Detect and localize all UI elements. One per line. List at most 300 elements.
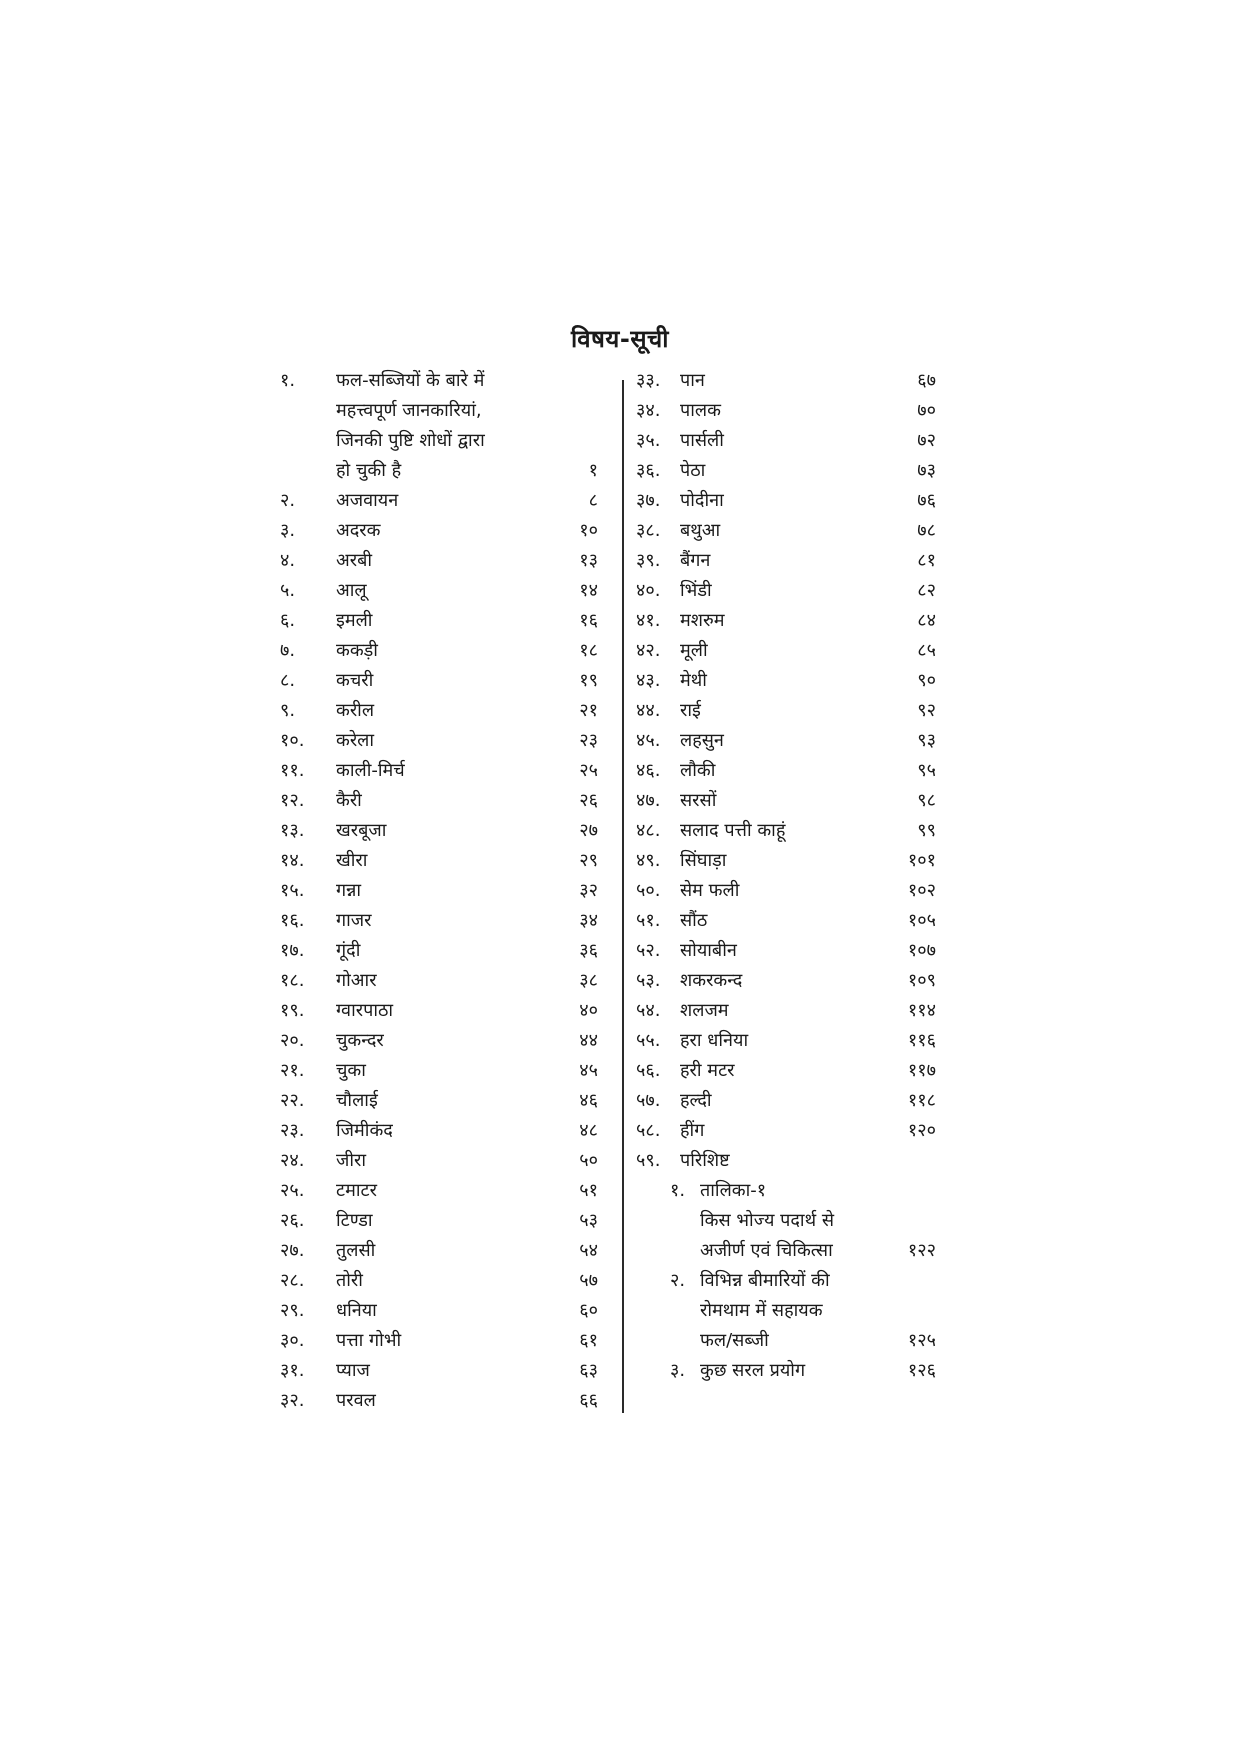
entry-title-line: टिण्डा xyxy=(336,1210,373,1231)
entry-page-number: ६३ xyxy=(579,1360,598,1381)
entry-number: ४३. xyxy=(636,670,661,691)
toc-entry xyxy=(636,906,936,936)
entry-title xyxy=(336,606,538,636)
toc-entry xyxy=(280,666,598,696)
entry-title xyxy=(336,696,538,726)
entry-title-line: बथुआ xyxy=(680,520,721,541)
appendix-entry xyxy=(636,1176,936,1266)
entry-number: ५९. xyxy=(636,1150,661,1171)
toc-entry xyxy=(280,636,598,666)
entry-page-number: १२५ xyxy=(907,1330,936,1351)
entry-title xyxy=(680,636,876,666)
entry-title xyxy=(336,1356,538,1386)
toc-entry xyxy=(636,936,936,966)
entry-title xyxy=(680,456,876,486)
entry-page-number: ११६ xyxy=(907,1030,936,1051)
entry-title xyxy=(336,906,538,936)
entry-title xyxy=(336,726,538,756)
entry-title xyxy=(336,546,538,576)
entry-title xyxy=(680,486,876,516)
entry-number: ४८. xyxy=(636,820,661,841)
entry-number: ३१. xyxy=(280,1360,305,1381)
entry-page-number: २५ xyxy=(579,760,598,781)
entry-number: ३४. xyxy=(636,400,661,421)
toc-entry xyxy=(280,966,598,996)
entry-title-line: पेठा xyxy=(680,460,706,481)
entry-number: ३२. xyxy=(280,1390,305,1411)
entry-title-line: टमाटर xyxy=(336,1180,377,1201)
entry-title-line: पोदीना xyxy=(680,490,724,511)
entry-title xyxy=(336,666,538,696)
entry-title-line: अरबी xyxy=(336,550,373,571)
toc-entry xyxy=(280,606,598,636)
entry-page-number: ९३ xyxy=(917,730,936,751)
entry-title xyxy=(680,696,876,726)
entry-title xyxy=(680,666,876,696)
entry-title xyxy=(336,1146,538,1176)
entry-page-number: ८५ xyxy=(917,640,936,661)
toc-entry xyxy=(636,396,936,426)
entry-title xyxy=(680,876,876,906)
entry-title-line: खरबूजा xyxy=(336,820,387,841)
entry-page-number: १२० xyxy=(907,1120,936,1141)
entry-page-number: ६० xyxy=(579,1300,598,1321)
entry-title xyxy=(336,576,538,606)
entry-page-number: ५१ xyxy=(579,1180,598,1201)
entry-title-line: चुकन्दर xyxy=(336,1030,384,1051)
entry-number: ३. xyxy=(280,520,296,541)
entry-title-line: तोरी xyxy=(336,1270,363,1291)
entry-number: ८. xyxy=(280,670,296,691)
entry-page-number: ५४ xyxy=(579,1240,598,1261)
entry-title xyxy=(336,786,538,816)
entry-title-line: शलजम xyxy=(680,1000,729,1021)
toc-entry xyxy=(280,936,598,966)
toc-entry xyxy=(280,516,598,546)
entry-title xyxy=(680,1116,876,1146)
toc-entry xyxy=(636,666,936,696)
entry-page-number: २३ xyxy=(579,730,598,751)
toc-entry xyxy=(636,756,936,786)
entry-page-number: १०७ xyxy=(907,940,936,961)
entry-title-line: मूली xyxy=(680,640,708,661)
entry-number: ५८. xyxy=(636,1120,661,1141)
entry-title-line: हरा धनिया xyxy=(680,1030,749,1051)
entry-title xyxy=(336,1266,538,1296)
entry-title xyxy=(680,756,876,786)
entry-title xyxy=(336,876,538,906)
entry-title-line: फल/सब्जी xyxy=(700,1330,769,1351)
entry-page-number: १ xyxy=(588,460,598,481)
entry-page-number: १३ xyxy=(579,550,598,571)
entry-title-line: सलाद पत्ती काहूं xyxy=(680,820,786,841)
entry-title xyxy=(336,1296,538,1326)
toc-entry xyxy=(636,786,936,816)
entry-title-line: हल्दी xyxy=(680,1090,712,1111)
entry-page-number: ११८ xyxy=(907,1090,936,1111)
entry-number: १. xyxy=(670,1180,686,1201)
entry-number: ३९. xyxy=(636,550,661,571)
entry-page-number: २९ xyxy=(579,850,598,871)
entry-title xyxy=(680,906,876,936)
entry-page-number: २१ xyxy=(579,700,598,721)
entry-number: १३. xyxy=(280,820,305,841)
entry-title-line: फल-सब्जियों के बारे में xyxy=(336,370,485,391)
entry-number: २. xyxy=(670,1270,686,1291)
toc-entry xyxy=(636,1056,936,1086)
entry-title xyxy=(336,846,538,876)
entry-title-line: परवल xyxy=(336,1390,376,1411)
entry-page-number: ५० xyxy=(579,1150,598,1171)
entry-title xyxy=(700,1266,876,1356)
entry-title xyxy=(336,936,538,966)
entry-page-number: ७६ xyxy=(917,490,936,511)
entry-title-line: अदरक xyxy=(336,520,381,541)
toc-entry xyxy=(280,1116,598,1146)
entry-title-line: जिनकी पुष्टि शोधों द्वारा xyxy=(336,430,485,451)
toc-entry xyxy=(280,1266,598,1296)
entry-title-line: जीरा xyxy=(336,1150,367,1171)
toc-entry xyxy=(636,366,936,396)
entry-number: ७. xyxy=(280,640,296,661)
entry-page-number: १९ xyxy=(579,670,598,691)
entry-page-number: ८ xyxy=(588,490,598,511)
entry-title xyxy=(680,1086,876,1116)
entry-page-number: ४४ xyxy=(579,1030,598,1051)
entry-number: ४६. xyxy=(636,760,661,781)
entry-title-line: किस भोज्य पदार्थ से xyxy=(700,1210,834,1231)
entry-title-line: महत्त्वपूर्ण जानकारियां, xyxy=(336,400,482,421)
entry-title xyxy=(680,396,876,426)
entry-title-line: सिंघाड़ा xyxy=(680,850,727,871)
toc-left-column xyxy=(280,366,598,1416)
entry-number: ६. xyxy=(280,610,296,631)
entry-number: ४०. xyxy=(636,580,661,601)
entry-title-line: परिशिष्ट xyxy=(680,1150,730,1171)
entry-title-line: गन्ना xyxy=(336,880,362,901)
entry-title xyxy=(336,1176,538,1206)
toc-right-column xyxy=(636,366,936,1386)
entry-title xyxy=(680,606,876,636)
entry-title xyxy=(680,516,876,546)
entry-title xyxy=(336,1116,538,1146)
entry-number: १६. xyxy=(280,910,305,931)
entry-title xyxy=(336,1236,538,1266)
entry-title-line: मशरुम xyxy=(680,610,725,631)
entry-title-line: गूंदी xyxy=(336,940,361,961)
entry-page-number: ४६ xyxy=(579,1090,598,1111)
entry-title-line: राई xyxy=(680,700,701,721)
entry-number: ४७. xyxy=(636,790,661,811)
entry-page-number: ९२ xyxy=(917,700,936,721)
entry-title xyxy=(680,1026,876,1056)
entry-page-number: ३८ xyxy=(579,970,598,991)
entry-title-line: पालक xyxy=(680,400,721,421)
entry-page-number: ३६ xyxy=(579,940,598,961)
entry-number: ११. xyxy=(280,760,305,781)
entry-title-line: बैंगन xyxy=(680,550,711,571)
entry-title xyxy=(336,996,538,1026)
entry-title-line: तुलसी xyxy=(336,1240,376,1261)
toc-entry xyxy=(636,1116,936,1146)
entry-number: ४१. xyxy=(636,610,661,631)
toc-entry xyxy=(636,726,936,756)
entry-page-number: ८१ xyxy=(917,550,936,571)
entry-number: १. xyxy=(280,370,296,391)
toc-entry xyxy=(280,1236,598,1266)
entry-number: ३. xyxy=(670,1360,686,1381)
entry-title-line: रोमथाम में सहायक xyxy=(700,1300,823,1321)
entry-number: ३८. xyxy=(636,520,661,541)
entry-page-number: ४८ xyxy=(579,1120,598,1141)
entry-title-line: काली-मिर्च xyxy=(336,760,405,781)
toc-entry xyxy=(280,1056,598,1086)
entry-page-number: ५७ xyxy=(579,1270,598,1291)
entry-number: २१. xyxy=(280,1060,305,1081)
entry-number: ५६. xyxy=(636,1060,661,1081)
entry-title-line: मेथी xyxy=(680,670,707,691)
toc-entry xyxy=(280,1086,598,1116)
entry-page-number: १८ xyxy=(579,640,598,661)
toc-entry xyxy=(636,696,936,726)
toc-entry xyxy=(636,846,936,876)
column-divider xyxy=(622,380,624,1413)
entry-number: १४. xyxy=(280,850,305,871)
entry-title xyxy=(336,966,538,996)
entry-title-line: सेम फली xyxy=(680,880,740,901)
entry-title-line: अजीर्ण एवं चिकित्सा xyxy=(700,1240,833,1261)
entry-page-number: ११४ xyxy=(907,1000,936,1021)
entry-page-number: २७ xyxy=(579,820,598,841)
entry-title xyxy=(336,1056,538,1086)
entry-title-line: लहसुन xyxy=(680,730,724,751)
entry-title-line: गोआर xyxy=(336,970,377,991)
entry-number: ३०. xyxy=(280,1330,305,1351)
entry-title xyxy=(680,576,876,606)
toc-entry xyxy=(280,576,598,606)
toc-entry xyxy=(280,1176,598,1206)
toc-entry xyxy=(636,1086,936,1116)
toc-entry xyxy=(280,996,598,1026)
entry-number: १०. xyxy=(280,730,305,751)
entry-page-number: ७० xyxy=(917,400,936,421)
entry-number: २९. xyxy=(280,1300,305,1321)
entry-title-line: तालिका-१ xyxy=(700,1180,767,1201)
entry-title-line: हो चुकी है xyxy=(336,460,402,481)
entry-title xyxy=(680,966,876,996)
entry-page-number: १२६ xyxy=(907,1360,936,1381)
toc-entry xyxy=(280,1326,598,1356)
entry-title-line: कुछ सरल प्रयोग xyxy=(700,1360,806,1381)
entry-title-line: करेला xyxy=(336,730,375,751)
entry-number: २. xyxy=(280,490,296,511)
toc-entry xyxy=(636,876,936,906)
entry-number: ३३. xyxy=(636,370,661,391)
entry-title xyxy=(336,486,538,516)
toc-entry xyxy=(636,486,936,516)
entry-number: १२. xyxy=(280,790,305,811)
entry-number: २४. xyxy=(280,1150,305,1171)
entry-title-line: जिमीकंद xyxy=(336,1120,393,1141)
entry-title xyxy=(680,996,876,1026)
toc-entry xyxy=(280,486,598,516)
entry-page-number: ७२ xyxy=(917,430,936,451)
entry-page-number: ९९ xyxy=(917,820,936,841)
entry-number: २७. xyxy=(280,1240,305,1261)
entry-title-line: हींग xyxy=(680,1120,705,1141)
entry-page-number: १२२ xyxy=(907,1240,936,1261)
toc-entry xyxy=(280,726,598,756)
entry-title-line: इमली xyxy=(336,610,373,631)
entry-title xyxy=(680,546,876,576)
entry-title xyxy=(680,816,876,846)
toc-entry xyxy=(636,456,936,486)
entry-number: ५४. xyxy=(636,1000,661,1021)
entry-page-number: २६ xyxy=(579,790,598,811)
entry-page-number: ८४ xyxy=(917,610,936,631)
entry-page-number: १४ xyxy=(579,580,598,601)
entry-title-line: आलू xyxy=(336,580,367,601)
entry-title xyxy=(336,1026,538,1056)
entry-title-line: लौकी xyxy=(680,760,716,781)
entry-page-number: १०५ xyxy=(907,910,936,931)
entry-title-line: चौलाई xyxy=(336,1090,378,1111)
entry-title xyxy=(336,516,538,546)
appendix-entry xyxy=(636,1356,936,1386)
entry-title-line: विभिन्न बीमारियों की xyxy=(700,1270,830,1291)
entry-title xyxy=(680,846,876,876)
entry-title xyxy=(680,1056,876,1086)
entry-title-line: अजवायन xyxy=(336,490,399,511)
entry-title xyxy=(336,1086,538,1116)
entry-page-number: ३४ xyxy=(579,910,598,931)
toc-entry xyxy=(636,606,936,636)
toc-entry xyxy=(636,996,936,1026)
appendix-entry xyxy=(636,1266,936,1356)
entry-page-number: ७३ xyxy=(917,460,936,481)
entry-number: २६. xyxy=(280,1210,305,1231)
toc-entry xyxy=(280,1026,598,1056)
toc-entry xyxy=(280,696,598,726)
entry-number: १५. xyxy=(280,880,305,901)
entry-number: ५१. xyxy=(636,910,661,931)
toc-entry xyxy=(280,1206,598,1236)
entry-number: २२. xyxy=(280,1090,305,1111)
entry-number: ४९. xyxy=(636,850,661,871)
entry-title-line: गाजर xyxy=(336,910,372,931)
entry-page-number: ५३ xyxy=(579,1210,598,1231)
entry-page-number: १० xyxy=(579,520,598,541)
entry-page-number: ९५ xyxy=(917,760,936,781)
entry-title xyxy=(336,366,538,486)
toc-entry xyxy=(280,876,598,906)
toc-entry xyxy=(280,816,598,846)
toc-entry xyxy=(636,426,936,456)
entry-number: ३५. xyxy=(636,430,661,451)
entry-title-line: कैरी xyxy=(336,790,362,811)
entry-title xyxy=(680,366,876,396)
toc-entry xyxy=(280,366,598,486)
entry-title-line: पार्सली xyxy=(680,430,724,451)
toc-entry xyxy=(280,1146,598,1176)
entry-number: ५०. xyxy=(636,880,661,901)
entry-title xyxy=(680,726,876,756)
entry-page-number: १०९ xyxy=(907,970,936,991)
entry-page-number: १०२ xyxy=(907,880,936,901)
toc-entry xyxy=(636,516,936,546)
entry-number: ४५. xyxy=(636,730,661,751)
entry-title-line: हरी मटर xyxy=(680,1060,735,1081)
entry-number: २०. xyxy=(280,1030,305,1051)
entry-page-number: ९८ xyxy=(917,790,936,811)
entry-number: ५. xyxy=(280,580,296,601)
toc-entry xyxy=(280,546,598,576)
entry-number: ४. xyxy=(280,550,296,571)
entry-page-number: ७८ xyxy=(917,520,936,541)
entry-page-number: ६६ xyxy=(579,1390,598,1411)
entry-number: १८. xyxy=(280,970,305,991)
entry-title xyxy=(336,756,538,786)
toc-entry xyxy=(280,786,598,816)
entry-page-number: ३२ xyxy=(579,880,598,901)
toc-entry xyxy=(280,846,598,876)
entry-number: ५५. xyxy=(636,1030,661,1051)
entry-title xyxy=(336,1326,538,1356)
entry-title-line: प्याज xyxy=(336,1360,370,1381)
entry-number: ५२. xyxy=(636,940,661,961)
toc-entry xyxy=(280,1296,598,1326)
entry-title-line: करील xyxy=(336,700,375,721)
entry-page-number: ९० xyxy=(917,670,936,691)
entry-title-line: भिंडी xyxy=(680,580,712,601)
entry-title-line: सरसों xyxy=(680,790,717,811)
entry-number: ३६. xyxy=(636,460,661,481)
entry-title-line: धनिया xyxy=(336,1300,377,1321)
entry-page-number: ४० xyxy=(579,1000,598,1021)
entry-title-line: सौंठ xyxy=(680,910,708,931)
entry-title xyxy=(680,936,876,966)
entry-number: ४२. xyxy=(636,640,661,661)
entry-page-number: ६१ xyxy=(579,1330,598,1351)
toc-entry xyxy=(280,1356,598,1386)
entry-title xyxy=(336,816,538,846)
entry-number: ९. xyxy=(280,700,296,721)
toc-entry xyxy=(636,636,936,666)
entry-page-number: ८२ xyxy=(917,580,936,601)
entry-title-line: शकरकन्द xyxy=(680,970,743,991)
toc-entry xyxy=(636,576,936,606)
entry-title-line: सोयाबीन xyxy=(680,940,737,961)
entry-number: १७. xyxy=(280,940,305,961)
page-title: विषय-सूची xyxy=(571,325,669,353)
entry-page-number: १६ xyxy=(579,610,598,631)
entry-title xyxy=(680,1146,876,1176)
entry-title-line: पान xyxy=(680,370,705,391)
entry-number: ४४. xyxy=(636,700,661,721)
entry-number: २८. xyxy=(280,1270,305,1291)
entry-number: ५३. xyxy=(636,970,661,991)
entry-number: १९. xyxy=(280,1000,305,1021)
entry-number: ५७. xyxy=(636,1090,661,1111)
toc-entry xyxy=(280,756,598,786)
toc-entry xyxy=(636,966,936,996)
toc-entry xyxy=(636,816,936,846)
toc-entry xyxy=(280,1386,598,1416)
entry-title-line: कचरी xyxy=(336,670,374,691)
entry-title xyxy=(700,1356,876,1386)
entry-number: २३. xyxy=(280,1120,305,1141)
entry-title-line: ग्वारपाठा xyxy=(336,1000,394,1021)
